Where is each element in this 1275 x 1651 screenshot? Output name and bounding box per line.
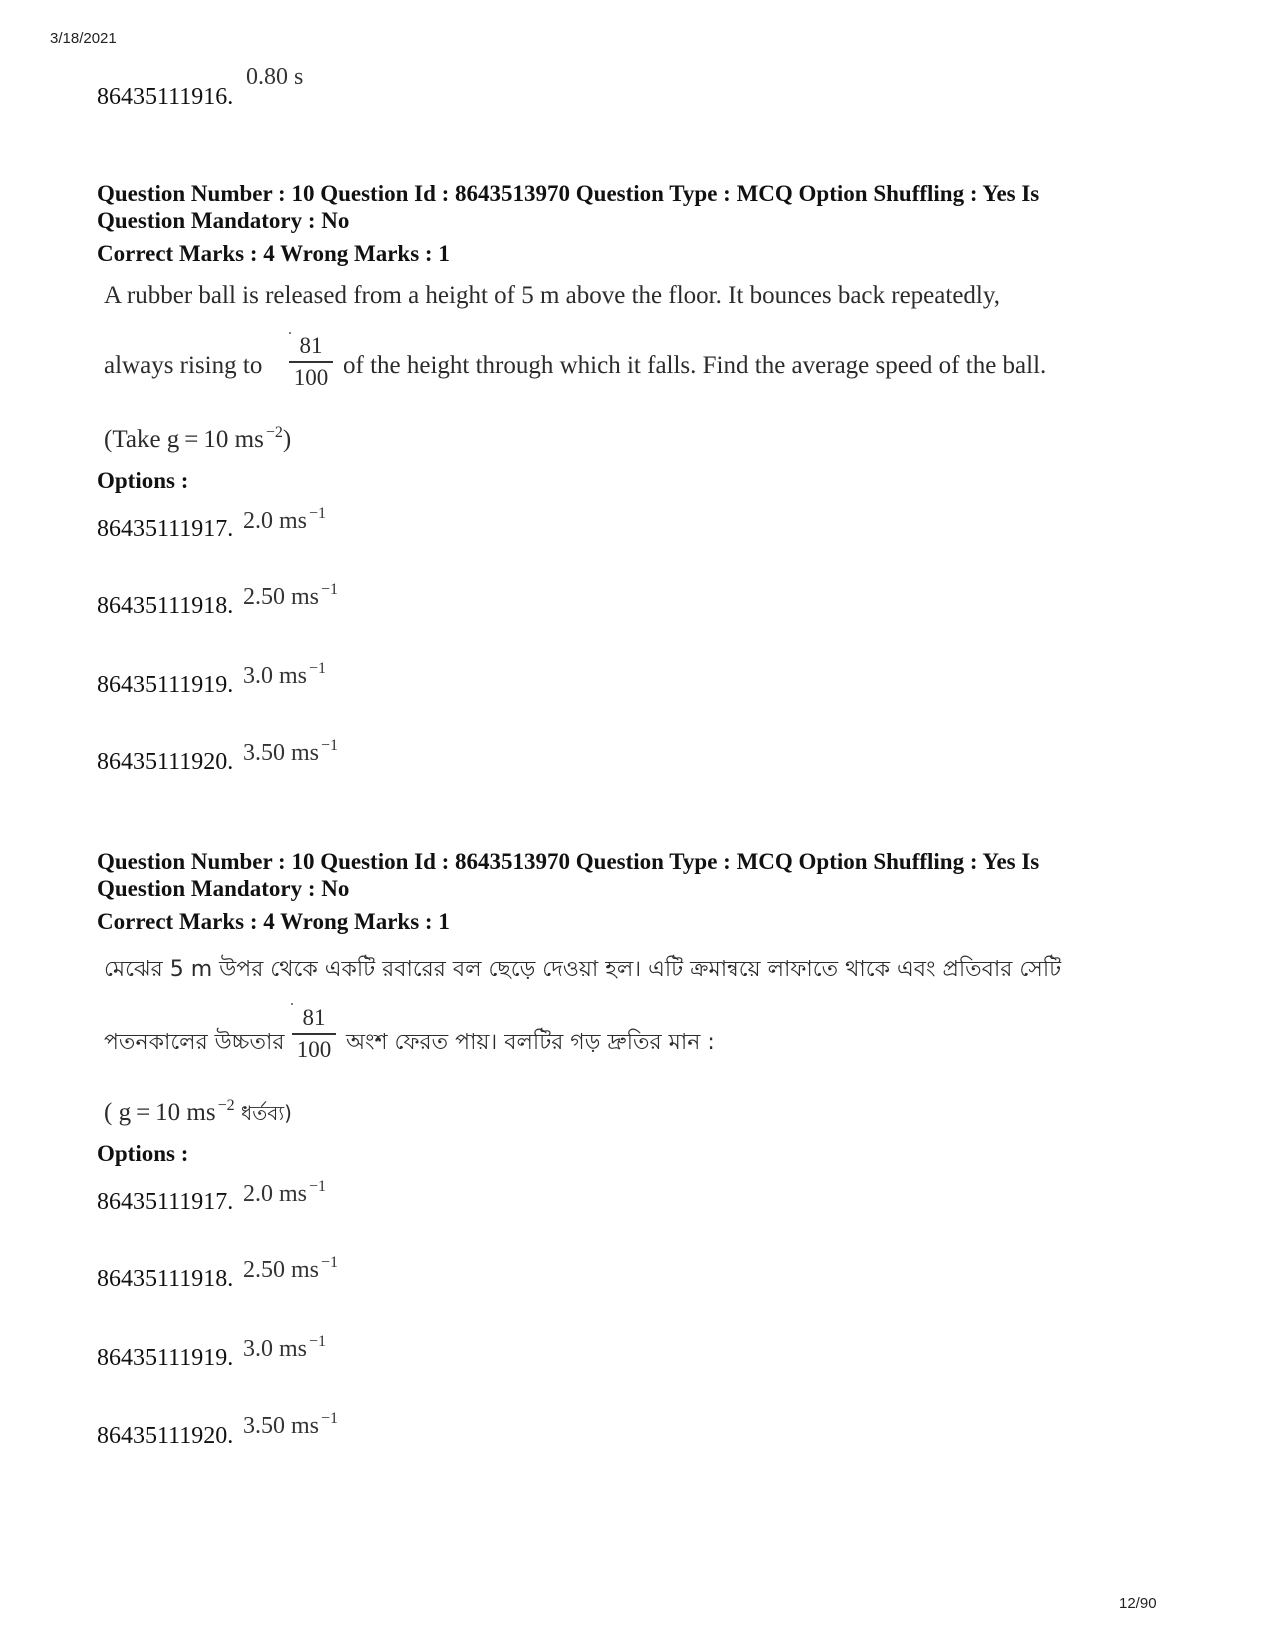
option-value-exponent: −1: [309, 1178, 327, 1195]
fraction-denominator: 100: [293, 364, 329, 390]
question-header-line1: Question Number : 10 Question Id : 8643513970 Question Type : MCQ Option Shuffling : Yes Is: [97, 181, 1040, 206]
gravity-value: (Take g = 10 ms: [104, 426, 264, 453]
option-id: 86435111917.: [97, 516, 234, 542]
option-value-text: 3.50 ms: [243, 740, 320, 766]
previous-option-value: 0.80 s: [246, 64, 304, 90]
question-header-line2: Question Mandatory : No: [97, 876, 350, 901]
option-id: 86435111917.: [97, 1189, 234, 1215]
option-value-exponent: −1: [321, 1254, 339, 1271]
option-value-text: 3.0 ms: [243, 1336, 308, 1362]
fraction-bar: [289, 361, 333, 363]
gravity-exponent: −2: [217, 1097, 235, 1114]
previous-option-id: 86435111916.: [97, 84, 234, 110]
option-value: [243, 1254, 338, 1284]
option-value: [243, 1178, 326, 1208]
option-value-exponent: −1: [321, 737, 339, 754]
option-value: [243, 1410, 338, 1440]
option-value-exponent: −1: [309, 505, 327, 522]
option-value: [243, 660, 326, 690]
print-date: 3/18/2021: [50, 30, 117, 47]
fraction-numerator: 81: [302, 1005, 326, 1030]
option-value: [243, 581, 338, 611]
question-marks: Correct Marks : 4 Wrong Marks : 1: [97, 909, 450, 934]
option-value-exponent: −1: [309, 660, 327, 677]
option-value-exponent: −1: [309, 1333, 327, 1350]
option-value: [243, 505, 326, 535]
question-text-line2-start: always rising to: [104, 352, 263, 379]
option-value-text: 2.0 ms: [243, 1181, 308, 1207]
fraction: [289, 333, 333, 391]
fraction-numerator: 81: [299, 333, 323, 358]
fraction-bar: [292, 1033, 336, 1035]
question-text-line2-end: অংশ ফেরত পায়। বলটির গড় দ্রুতির মান :: [346, 1030, 715, 1055]
option-value-text: 3.0 ms: [243, 663, 308, 689]
option-value: [243, 1333, 326, 1363]
option-id: 86435111919.: [97, 672, 234, 698]
option-id: 86435111920.: [97, 749, 234, 775]
option-value-text: 3.50 ms: [243, 1413, 320, 1439]
question-text-line3: [104, 1097, 292, 1132]
options-label: Options :: [97, 468, 189, 493]
page-number: 12/90: [1119, 1595, 1157, 1612]
fraction-denominator: 100: [296, 1036, 332, 1062]
option-value-text: 2.0 ms: [243, 508, 308, 534]
question-header-line2: Question Mandatory : No: [97, 208, 350, 233]
option-id: 86435111918.: [97, 593, 234, 619]
fraction: [292, 1005, 336, 1063]
gravity-exponent: −2: [265, 424, 283, 441]
gravity-close: ): [282, 426, 292, 453]
question-text-line1: মেঝের 5 m উপর থেকে একটি রবারের বল ছেড়ে দেওয়া হল। এটি ক্রমান্বয়ে লাফাতে থাকে এবং প্রতিবার সেটি: [104, 957, 1062, 982]
option-value-exponent: −1: [321, 581, 339, 598]
option-id: 86435111919.: [97, 1345, 234, 1371]
option-id: 86435111918.: [97, 1266, 234, 1292]
option-value-exponent: −1: [321, 1410, 339, 1427]
question-text-line3: [104, 424, 291, 454]
question-marks: Correct Marks : 4 Wrong Marks : 1: [97, 241, 450, 266]
option-value-text: 2.50 ms: [243, 584, 320, 610]
question-header-line1: Question Number : 10 Question Id : 8643513970 Question Type : MCQ Option Shuffling : Yes Is: [97, 849, 1040, 874]
question-text-line2-end: of the height through which it falls. Find the average speed of the ball.: [343, 352, 1047, 379]
option-value: [243, 737, 338, 767]
gravity-value: ( g = 10 ms: [104, 1099, 216, 1126]
options-label: Options :: [97, 1141, 189, 1166]
option-id: 86435111920.: [97, 1423, 234, 1449]
question-text-line1: A rubber ball is released from a height of 5 m above the floor. It bounces back repeatedly,: [104, 282, 1000, 309]
option-value-text: 2.50 ms: [243, 1257, 320, 1283]
gravity-close: ধর্তব্য): [234, 1101, 292, 1125]
question-text-line2-start: পতনকালের উচ্চতার: [104, 1030, 285, 1055]
